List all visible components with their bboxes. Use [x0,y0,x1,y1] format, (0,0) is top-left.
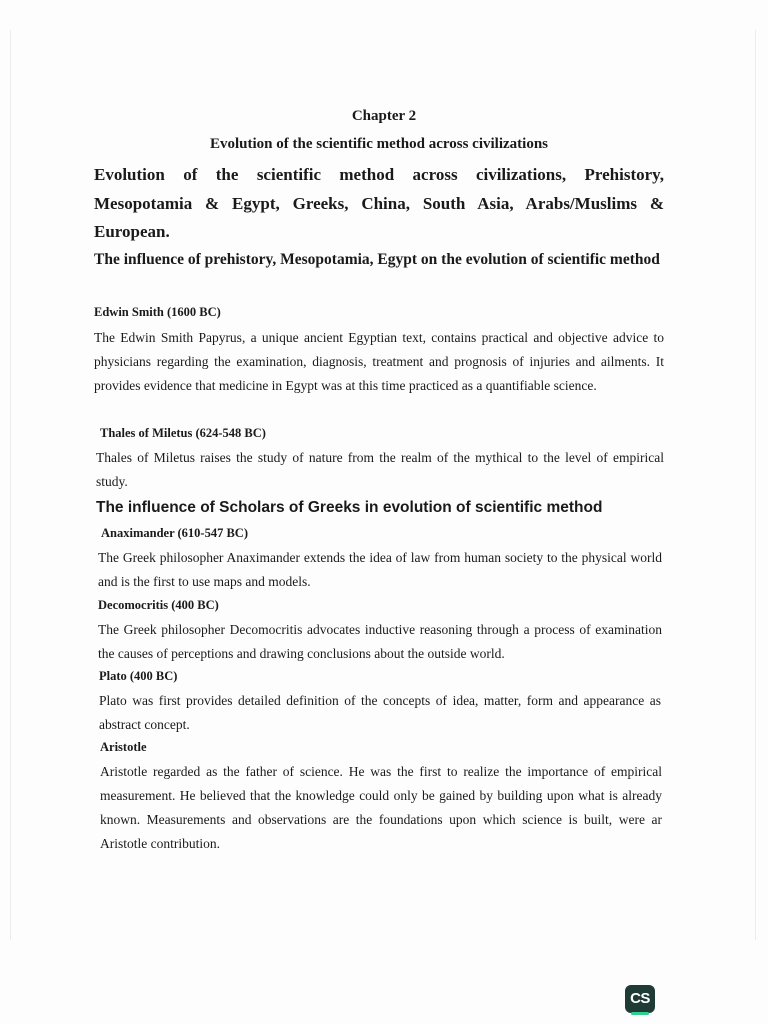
section-label-decomocritis: Decomocritis (400 BC) [98,598,219,612]
section-label-thales: Thales of Miletus (624-548 BC) [100,426,266,440]
page-edge-right [755,30,756,940]
section-text-plato: Plato was first provides detailed definition of the concepts of idea, matter, form and appearance as abstract concept. [99,693,661,732]
page-edge-left [10,30,11,940]
chapter-subtitle: Evolution of the scientific method across civilizations [209,136,549,152]
section-text-edwin-smith: The Edwin Smith Papyrus, a unique ancient Egyptian text, contains practical and objective advice to physicians regarding the examination, diagnosis, treatment and prognosis of injuries and ailments. It provides evidence that medicine in Egypt was at this time practiced as a quantifiable science. [94,330,664,393]
camscanner-logo-icon: CS [625,985,655,1013]
section-label-edwin-smith: Edwin Smith (1600 BC) [94,305,221,319]
prehistory-heading: The influence of prehistory, Mesopotamia, Egypt on the evolution of scientific method [94,251,660,268]
chapter-title: Chapter 2 [351,108,417,124]
section-text-thales: Thales of Miletus raises the study of nature from the realm of the mythical to the level of empirical study. [96,450,664,489]
greeks-heading: The influence of Scholars of Greeks in evolution of scientific method [96,499,603,516]
section-text-decomocritis: The Greek philosopher Decomocritis advocates inductive reasoning through a process of examination the causes of perceptions and drawing conclusions about the outside world. [98,622,662,661]
section-text-aristotle: Aristotle regarded as the father of science. He was the first to realize the importance of empirical measurement. He believed that the knowledge could only be gained by building upon what is already known. Measurements and observations are the foundations upon which science is built, were ar Aristotle contribution. [100,764,662,851]
section-text-anaximander: The Greek philosopher Anaximander extends the idea of law from human society to the physical world and is the first to use maps and models. [98,550,662,589]
section-label-anaximander: Anaximander (610-547 BC) [101,526,248,540]
section-label-aristotle: Aristotle [100,740,147,754]
section-label-plato: Plato (400 BC) [99,669,178,683]
main-heading: Evolution of the scientific method across civilizations, Prehistory, Mesopotamia & Egypt, Greeks, China, South Asia, Arabs/Muslims & European. [94,165,664,241]
